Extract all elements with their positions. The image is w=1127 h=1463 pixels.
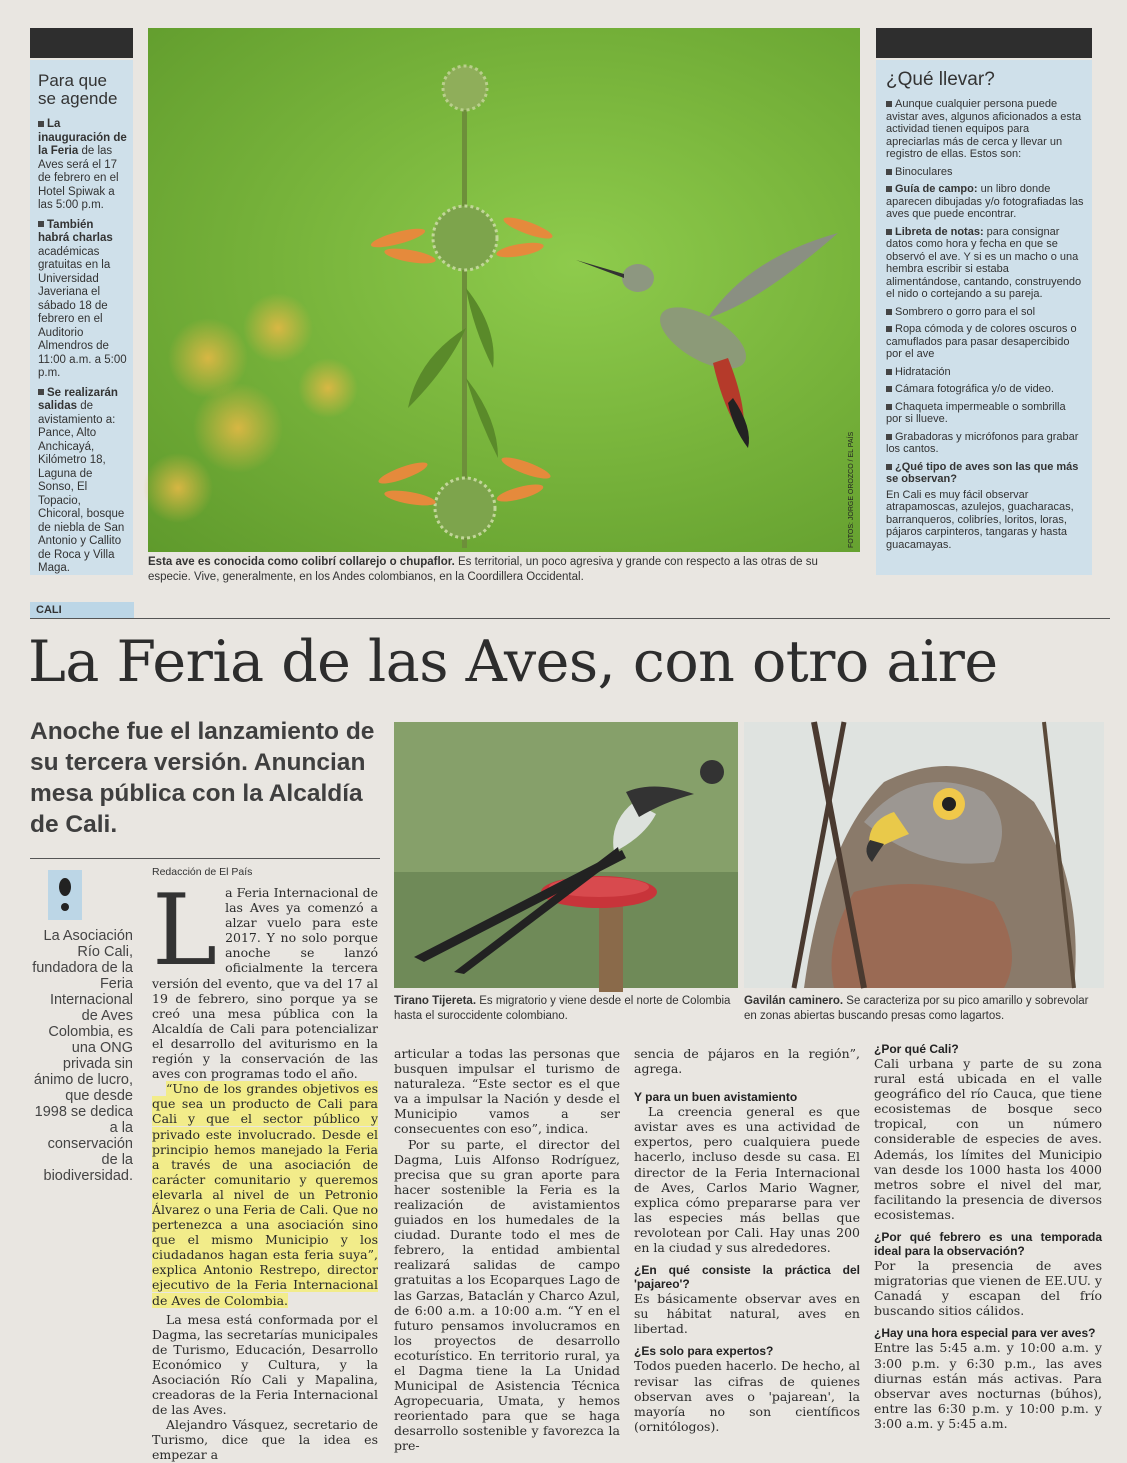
que-llevar-item bbox=[886, 366, 1084, 379]
info-aside-text: La Asociación Río Cali, fundadora de la Feria Internacional de Aves Colombia, es una ONG privada sin ánimo de lucro, que desde 1998 se dedica a la conservación de la biodiversidad. bbox=[32, 928, 133, 1184]
hero-caption-bold: Esta ave es conocida como colibrí collarejo o chupaflor. bbox=[148, 556, 455, 568]
highlighted-quote: “Uno de los grandes objetivos es que sea un producto de Cali para Cali y que el sector público y privado este involucrado. Desde el principio hemos manejado la Feria a través de una asociación de carácter comunitario y queremos elevarla al nivel de un Petronio Álvarez o una Feria de Cali. Que no pertenezca a una asociación sino que el mismo Municipio y los ciudadanos hagan esta feria suya”, explica Antonio Restrepo, director ejecutivo de la Feria Internacional de Aves de Colombia. bbox=[152, 1081, 378, 1308]
col4-heading: ¿Por qué febrero es una temporada ideal para la observación? bbox=[874, 1230, 1102, 1259]
bullet-square-icon bbox=[886, 186, 892, 192]
item-text: Chaqueta impermeable o sombrilla por si llueve. bbox=[886, 400, 1066, 425]
top-bar-left bbox=[30, 28, 133, 58]
bullet-square-icon bbox=[886, 386, 892, 392]
bullet-square-icon bbox=[38, 389, 44, 395]
photo-credit: FOTOS: JORGE OROZCO / EL PAÍS bbox=[848, 431, 855, 548]
subhead-rule bbox=[30, 858, 380, 859]
section-tag: CALI bbox=[30, 602, 134, 618]
bullet-square-icon bbox=[886, 309, 892, 315]
col3-paragraph: Es básicamente observar aves en su hábitat natural, aves en libertad. bbox=[634, 1291, 860, 1337]
agenda-item-bold: Se realizarán salidas bbox=[38, 386, 118, 412]
col3-heading: ¿Es solo para expertos? bbox=[634, 1344, 774, 1359]
agenda-item-text: de avistamiento a: Pance, Alto Anchicayá, Kilómetro 18, Laguna de Sonso, El Topacio, Chicoral, bosque de niebla de San Antonio y Callito de Roca y Villa Maga. bbox=[38, 400, 125, 574]
agenda-item-bold: La inauguración de la Feria bbox=[38, 118, 127, 157]
que-llevar-title: ¿Qué llevar? bbox=[886, 69, 995, 90]
bullet-square-icon bbox=[886, 326, 892, 332]
col4-heading: ¿Hay una hora especial para ver aves? bbox=[874, 1326, 1096, 1341]
item-text: Grabadoras y micrófonos para grabar los cantos. bbox=[886, 430, 1079, 455]
que-llevar-item bbox=[886, 383, 1084, 396]
col1-paragraph: Alejandro Vásquez, secretario de Turismo, dice que la idea es empezar a bbox=[152, 1417, 378, 1463]
bullet-square-icon bbox=[886, 434, 892, 440]
bullet-square-icon bbox=[886, 229, 892, 235]
que-llevar-item bbox=[886, 461, 1084, 486]
agenda-sidebar bbox=[30, 60, 133, 575]
gavilan-photo bbox=[744, 722, 1104, 988]
que-llevar-item bbox=[886, 183, 1084, 221]
item-text: Binoculares bbox=[895, 165, 953, 178]
gavilan-illustration bbox=[744, 722, 1104, 988]
agenda-item-text: de las Aves será el 17 de febrero en el Hotel Spiwak a las 5:00 p.m. bbox=[38, 145, 119, 211]
article-column-1 bbox=[152, 874, 378, 1463]
section-rule bbox=[30, 618, 1110, 619]
gavilan-caption bbox=[744, 994, 1104, 1024]
bullet-square-icon bbox=[886, 169, 892, 175]
col4-heading: ¿Por qué Cali? bbox=[874, 1042, 959, 1056]
col1-paragraph: La mesa está conformada por el Dagma, las secretarías municipales de Turismo, Educación, Desarrollo Económico y Cultura, y la Asociación Río Cali y Mapalina, creadoras de la Feria Internacional de las Aves. bbox=[152, 1311, 378, 1418]
info-aside bbox=[30, 866, 135, 1226]
top-bar-right bbox=[876, 28, 1092, 58]
dropcap: L bbox=[152, 874, 218, 988]
agenda-title: Para que se agende bbox=[38, 71, 118, 108]
item-bold: ¿Qué tipo de aves son las que más se observan? bbox=[886, 460, 1079, 485]
hummingbird-illustration bbox=[148, 28, 860, 552]
article-column-2 bbox=[394, 1046, 620, 1454]
agenda-item-bold: También habrá charlas bbox=[38, 218, 113, 244]
exclamation-icon bbox=[48, 870, 82, 920]
col4-paragraph: Por la presencia de aves migratorias que vienen de EE.UU. y Canadá y escapan del frío buscando sitios cálidos. bbox=[874, 1258, 1102, 1319]
agenda-item bbox=[38, 219, 127, 381]
gavilan-caption-text: Se caracteriza por su pico amarillo y sobrevolar en zonas abiertas buscando presas como lagartos. bbox=[744, 995, 1089, 1022]
agenda-item-text: académicas gratuitas en la Universidad Javeriana el sábado 18 de febrero en el Auditorio Almendros de 11:00 a.m. a 5:00 p.m. bbox=[38, 245, 127, 379]
item-text: Ropa cómoda y de colores oscuros o camuflados para pasar desapercibido por el ave bbox=[886, 323, 1077, 360]
que-llevar-intro bbox=[886, 98, 1084, 161]
col1-paragraph: a Feria Internacional de las Aves ya comenzó a alzar vuelo para este 2017. Y no solo porque anoche se lanzó oficialmente la tercera versión del evento, que va del 17 al 19 de febrero, sino porque ya se creó una mesa pública con la Alcaldía de Cali para potencializar el desarrollo del aviturismo en la región y la conservación de las aves con programas todo el año. bbox=[152, 885, 378, 1082]
tirano-caption-bold: Tirano Tijereta. bbox=[394, 995, 477, 1007]
article-column-3 bbox=[634, 1046, 860, 1434]
item-bold: Guía de campo: bbox=[895, 183, 978, 195]
intro-text: Aunque cualquier persona puede avistar aves, algunos aficionados a esta actividad tienen equipos para apreciarlas más de cerca y llevar un registro de ellas. Estos son: bbox=[886, 98, 1082, 160]
item-text: Cámara fotográfica y/o de video. bbox=[895, 383, 1054, 395]
bullet-square-icon bbox=[38, 121, 44, 127]
que-llevar-item bbox=[886, 431, 1084, 456]
bullet-square-icon bbox=[886, 101, 892, 107]
bullet-square-icon bbox=[886, 464, 892, 470]
item-text: Hidratación bbox=[895, 365, 951, 378]
hummingbird-photo bbox=[148, 28, 860, 552]
agenda-item bbox=[38, 387, 127, 576]
bullet-square-icon bbox=[38, 221, 44, 227]
article-column-4 bbox=[874, 1042, 1102, 1431]
col2-paragraph: Por su parte, el director del Dagma, Luis Alfonso Rodríguez, precisa que su gran aporte para hacer sostenible la Feria es la realización de avistamientos guiados en los humedales de la ciudad. Durante todo el mes de febrero, la entidad ambiental realizará salidas de campo gratuitas a los Ecoparques Lago de las Garzas, Bataclán y Charco Azul, de 6:00 a.m. a 10:00 a.m. “Y en el futuro pensamos involucramos en los proyectos de desarrollo ecoturístico. En territorio rural, ya el Dagma tiene la La Unidad Municipal de Asistencia Técnica Agropecuaria, Umata, y hemos reorientado para que se haga desarrollo sostenible y favorezca la pre- bbox=[394, 1136, 620, 1454]
que-llevar-item bbox=[886, 166, 1084, 179]
que-llevar-outro: En Cali es muy fácil observar atrapamoscas, azulejos, guacharacas, barranqueros, colibríes, loritos, loras, pájaros carpinteros, tangaras y hasta guacamayas. bbox=[886, 488, 1074, 551]
hero-caption-text: Es territorial, un poco agresiva y grande con respecto a las otras de su especie. Vive, generalmente, en los Andes colombianos, en la Coordillera Occidental. bbox=[148, 556, 818, 583]
que-llevar-item bbox=[886, 323, 1084, 361]
col3-heading: Y para un buen avistamiento bbox=[634, 1090, 798, 1105]
col3-heading: ¿En qué consiste la práctica del 'pajareo'? bbox=[634, 1263, 860, 1292]
col3-paragraph: Todos pueden hacerlo. De hecho, al revisar las cifras de quienes observan aves o 'pajarean', la mayoría no son científicos (ornitólogos). bbox=[634, 1358, 860, 1434]
col4-paragraph: Cali urbana y parte de su zona rural está ubicada en el valle geográfico del río Cauca, que tiene ecosistemas de bosque seco tropical, con un número considerable de especies de aves. Además, los límites del Municipio van desde los 1000 hasta los 4000 metros sobre el nivel del mar, facilitando la presencia de diversos ecosistemas. bbox=[874, 1056, 1102, 1222]
page-title: La Feria de las Aves, con otro aire bbox=[28, 629, 998, 695]
col4-paragraph: Entre las 5:45 a.m. y 10:00 a.m. y 3:00 p.m. y 6:30 p.m., las aves diurnas están más activas. Para observar aves nocturnas (búhos), entre las 6:30 p.m. y 10:00 p.m. y 3:00 a.m. y 5:45 a.m. bbox=[874, 1340, 1102, 1431]
byline: Redacción de El País bbox=[152, 866, 253, 878]
agenda-item bbox=[38, 118, 127, 213]
tirano-caption bbox=[394, 994, 738, 1024]
col2-paragraph: articular a todas las personas que busquen impulsar el turismo de naturaleza. “Este sector es el que va a impulsar la Nación y desde el Municipio vamos a ser consecuentes con eso”, indica. bbox=[394, 1046, 620, 1137]
tirano-tijereta-photo bbox=[394, 722, 738, 988]
subheadline: Anoche fue el lanzamiento de su tercera versión. Anuncian mesa pública con la Alcaldía de Cali. bbox=[30, 718, 375, 838]
col3-paragraph: La creencia general es que avistar aves es una actividad de expertos, pero cualquiera puede hacerlo, incluso desde su casa. El director de la Feria Internacional de Aves, Carlos Mario Wagner, explica cómo prepararse para ver las especies más bellas que revolotean por Cali. Hay unas 200 en la ciudad y sus alrededores. bbox=[634, 1104, 860, 1256]
que-llevar-item bbox=[886, 226, 1084, 301]
item-bold: Libreta de notas: bbox=[895, 225, 984, 238]
bullet-square-icon bbox=[886, 369, 892, 375]
item-text: para consignar datos como hora y fecha en que se observó el ave. Y si es un macho o una hembra escribir si estaba alimentándose, cantando, construyendo el nido o cortejando a su pareja. bbox=[886, 225, 1082, 300]
gavilan-caption-bold: Gavilán caminero. bbox=[744, 995, 844, 1007]
item-text: un libro donde aparecen dibujadas y/o fotografiadas las aves que puede encontrar. bbox=[886, 183, 1084, 220]
tirano-tijereta-illustration bbox=[394, 722, 738, 988]
tirano-caption-text: Es migratorio y viene desde el norte de Colombia hasta el suroccidente colombiano. bbox=[394, 995, 731, 1022]
col3-paragraph: sencia de pájaros en la región”, agrega. bbox=[634, 1046, 860, 1077]
item-text: Sombrero o gorro para el sol bbox=[895, 305, 1036, 318]
bullet-square-icon bbox=[886, 404, 892, 410]
que-llevar-sidebar bbox=[876, 60, 1092, 575]
que-llevar-item bbox=[886, 401, 1084, 426]
que-llevar-item bbox=[886, 306, 1084, 319]
hero-caption bbox=[148, 555, 860, 585]
